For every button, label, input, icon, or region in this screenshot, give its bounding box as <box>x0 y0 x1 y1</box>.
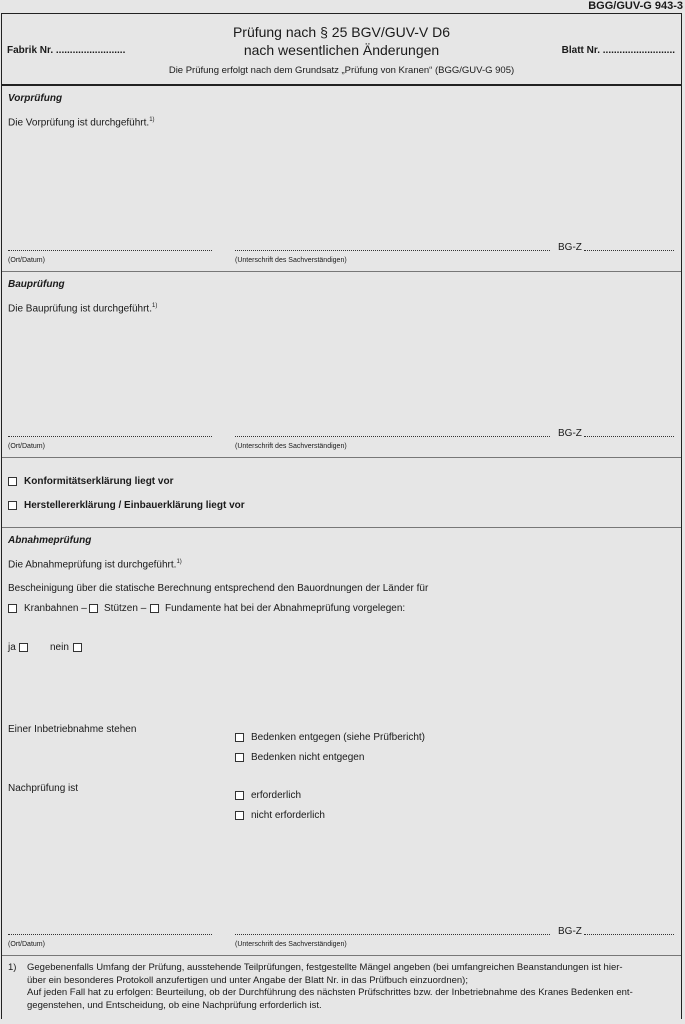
kranbahnen-label: Kranbahnen – <box>24 603 87 614</box>
fundamente-label: Fundamente hat bei der Abnahmeprüfung vorgelegen: <box>165 603 406 614</box>
bedenken-nicht-label: Bedenken nicht entgegen <box>251 752 365 763</box>
hersteller-checkbox[interactable] <box>8 501 17 510</box>
footnote-line: Auf jeden Fall hat zu erfolgen: Beurteilung, ob der Durchführung des nächsten Prüfschrittes bzw. der Inbetriebnahme des Kranes Bedenken ent- <box>27 987 633 998</box>
stuetzen-label: Stützen – <box>104 603 147 614</box>
signature-line[interactable] <box>235 436 550 437</box>
footnote-line: über ein besonderes Protokoll anzufertigen und unter Angabe der Blatt Nr. in das Prüfbuch einzuordnen); <box>27 974 468 986</box>
footnote-number: 1) <box>8 962 17 973</box>
form-subtitle: Die Prüfung erfolgt nach dem Grundsatz „Prüfung von Kranen“ (BGG/GUV-G 905) <box>168 65 515 76</box>
hersteller-label: Herstellererklärung / Einbauerklärung liegt vor <box>24 500 245 511</box>
ort-datum-caption: (Ort/Datum) <box>8 443 45 450</box>
footnote-text <box>27 962 661 1012</box>
bgz-line[interactable] <box>584 250 674 251</box>
section-declarations <box>2 458 681 528</box>
ort-datum-caption: (Ort/Datum) <box>8 257 45 264</box>
signature-line[interactable] <box>235 250 550 251</box>
konformitaet-checkbox[interactable] <box>8 477 17 486</box>
form-header <box>2 14 681 86</box>
bedenken-entgegen-checkbox[interactable] <box>235 733 244 742</box>
abnahme-text: Die Abnahmeprüfung ist durchgeführt.$^{1)}$ <box>8 559 182 571</box>
bgz-line[interactable] <box>584 934 674 935</box>
bedenken-nicht-checkbox[interactable] <box>235 753 244 762</box>
abnahme-heading: Abnahmeprüfung <box>8 535 92 546</box>
bescheinigung-text: Bescheinigung über die statische Berechnung entsprechend den Bauordnungen der Länder für <box>8 583 429 594</box>
bgz-label: BG-Z <box>558 242 582 253</box>
footnote-line: gegenstehen, und Entscheidung, ob eine Nachprüfung erforderlich ist. <box>27 999 322 1011</box>
unterschrift-caption: (Unterschrift des Sachverständigen) <box>235 941 347 948</box>
footnote-line: Gegebenenfalls Umfang der Prüfung, ausstehende Teilprüfungen, festgestellte Mängel angeben (bei umfangreichen Beanstandungen ist hier- <box>27 962 623 973</box>
nicht-erforderlich-checkbox[interactable] <box>235 811 244 820</box>
bgz-line[interactable] <box>584 436 674 437</box>
nicht-erforderlich-label: nicht erforderlich <box>251 810 325 821</box>
kranbahnen-checkbox[interactable] <box>8 604 17 613</box>
bedenken-entgegen-label: Bedenken entgegen (siehe Prüfbericht) <box>251 732 426 743</box>
ja-label: ja <box>8 642 16 653</box>
nein-checkbox[interactable] <box>73 643 82 652</box>
fabrik-nr-field[interactable]: Fabrik Nr. ......................... <box>7 45 126 56</box>
konformitaet-label: Konformitätserklärung liegt vor <box>24 476 174 487</box>
unterschrift-caption: (Unterschrift des Sachverständigen) <box>235 443 347 450</box>
baupruefung-heading: Bauprüfung <box>8 279 65 290</box>
section-abnahme <box>2 528 681 956</box>
section-vorpruefung <box>2 86 681 272</box>
ort-datum-caption: (Ort/Datum) <box>8 941 45 948</box>
erforderlich-checkbox[interactable] <box>235 791 244 800</box>
ort-datum-line[interactable] <box>8 250 212 251</box>
baupruefung-text: Die Bauprüfung ist durchgeführt.$^{1)}$ <box>8 303 158 315</box>
bgz-label: BG-Z <box>558 428 582 439</box>
stuetzen-checkbox[interactable] <box>89 604 98 613</box>
nachpruefung-label: Nachprüfung ist <box>8 783 79 794</box>
vorpruefung-heading: Vorprüfung <box>8 93 63 104</box>
erforderlich-label: erforderlich <box>251 790 302 801</box>
document-code: BGG/GUV-G 943-3 <box>588 0 683 12</box>
signature-line[interactable] <box>235 934 550 935</box>
ort-datum-line[interactable] <box>8 436 212 437</box>
vorpruefung-text: Die Vorprüfung ist durchgeführt.$^{1)}$ <box>8 117 155 129</box>
bgz-label: BG-Z <box>558 926 582 937</box>
section-baupruefung <box>2 272 681 458</box>
form-title-line1: Prüfung nach § 25 BGV/GUV-V D6 <box>232 24 451 40</box>
nein-label: nein <box>50 642 69 653</box>
form-frame <box>1 13 682 1019</box>
ort-datum-line[interactable] <box>8 934 212 935</box>
blatt-nr-field[interactable]: Blatt Nr. .......................... <box>561 45 675 56</box>
unterschrift-caption: (Unterschrift des Sachverständigen) <box>235 257 347 264</box>
inbetriebnahme-label: Einer Inbetriebnahme stehen <box>8 724 137 735</box>
form-title-line2: nach wesentlichen Änderungen <box>243 42 440 58</box>
fundamente-checkbox[interactable] <box>150 604 159 613</box>
ja-checkbox[interactable] <box>19 643 28 652</box>
